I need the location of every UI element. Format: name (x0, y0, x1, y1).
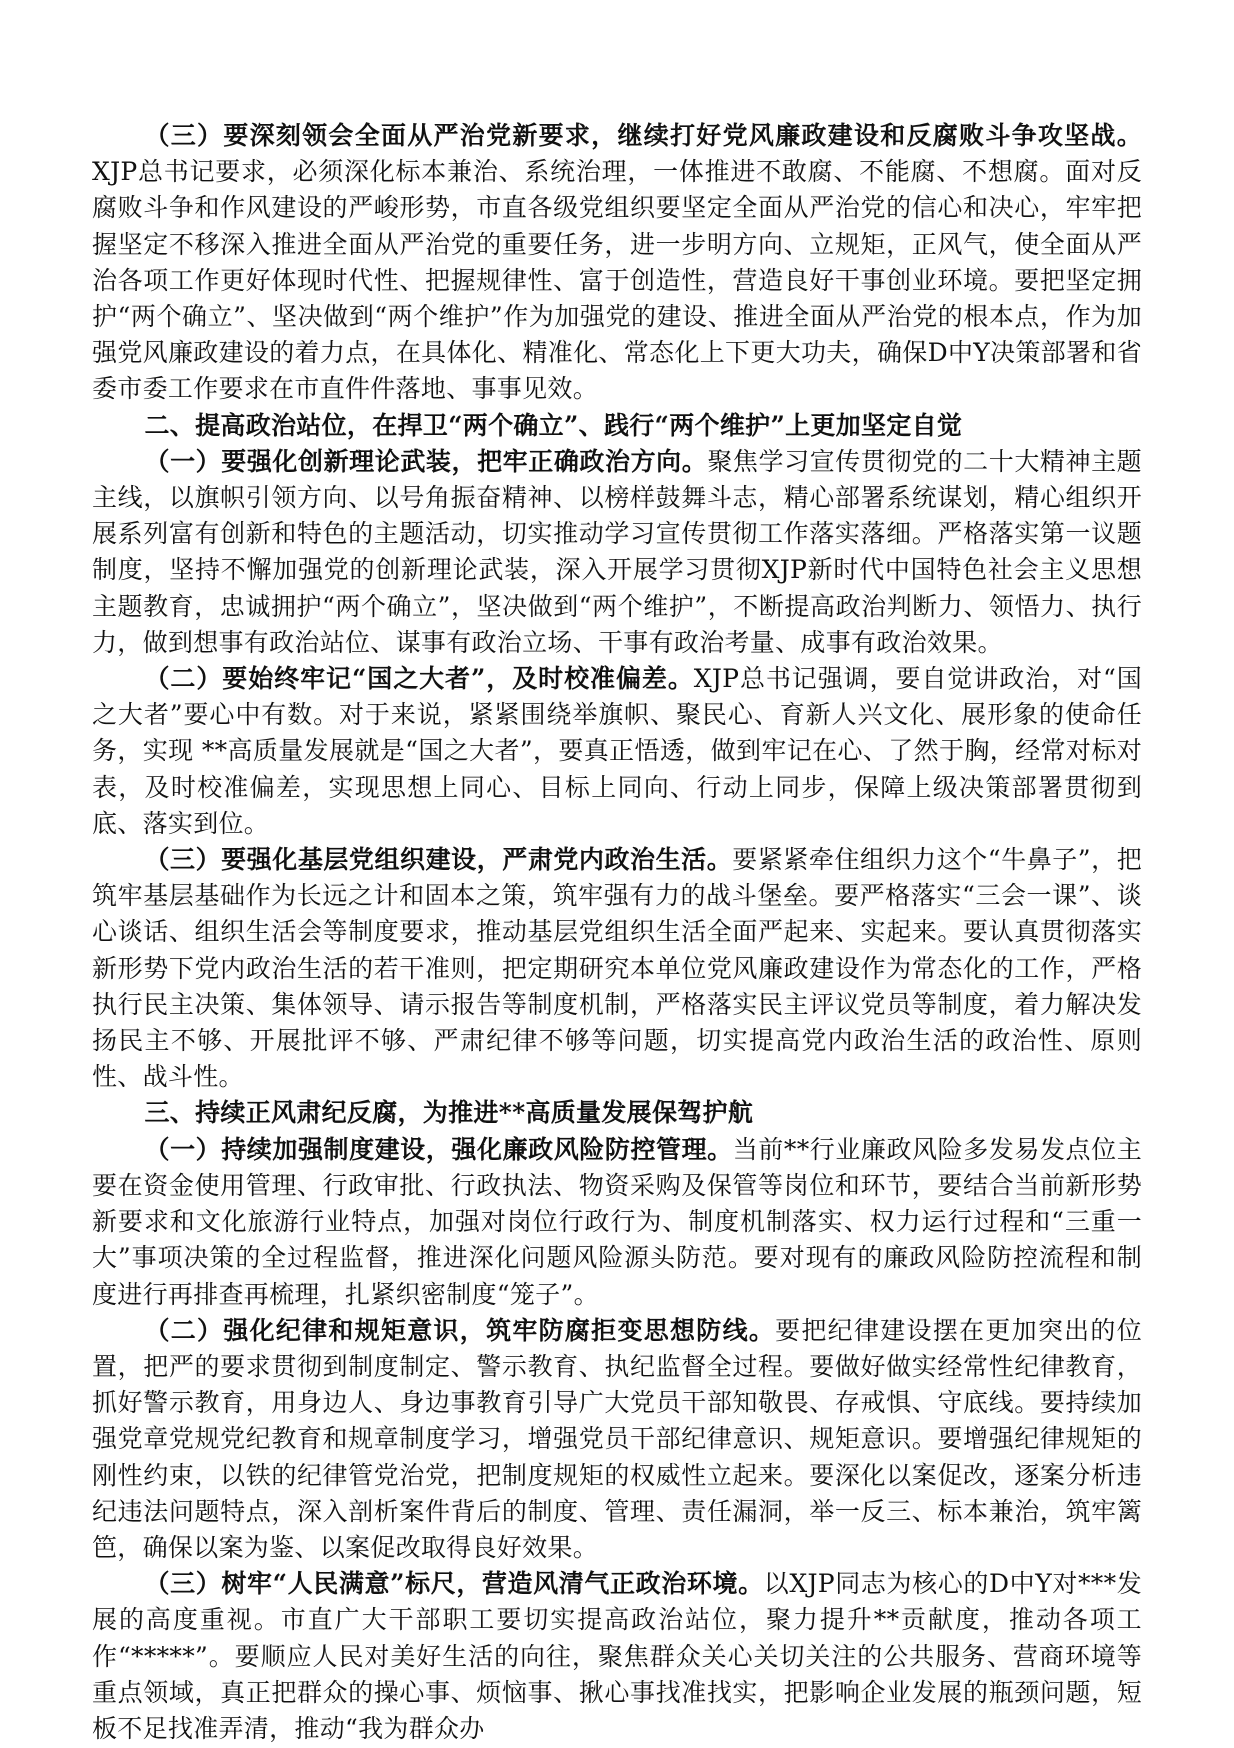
paragraph-body: 当前**行业廉政风险多发易发点位主要在资金使用管理、行政审批、行政执法、物资采购及保管等岗位和环节，要结合当前新形势新要求和文化旅游行业特点，加强对岗位行政行为、制度机制落实、权力运行过程和“三重一大”事项决策的全过程监督，推进深化问题风险源头防范。要对现有的廉政风险防控流程和制度进行再排查再梳理，扎紧织密制度“笼子”。 (92, 1134, 1142, 1309)
paragraph-body: 聚焦学习宣传贯彻党的二十大精神主题主线，以旗帜引领方向、以号角振奋精神、以榜样鼓舞斗志，精心部署系统谋划，精心组织开展系列富有创新和特色的主题活动，切实推动学习宣传贯彻工作落实落细。严格落实第一议题制度，坚持不懈加强党的创新理论武装，深入开展学习贯彻XJP新时代中国特色社会主义思想主题教育，忠诚拥护“两个确立”，坚决做到“两个维护”，不断提高政治判断力、领悟力、执行力，做到想事有政治站位、谋事有政治立场、干事有政治考量、成事有政治效果。 (92, 446, 1142, 657)
paragraph-system-building (92, 1132, 1142, 1313)
paragraph-lead: （三）树牢“人民满意”标尺，营造风清气正政治环境。 (144, 1569, 764, 1599)
paragraph-grassroots-organization (92, 842, 1142, 1095)
paragraph-national-priorities (92, 661, 1142, 842)
paragraph-body: XJP总书记要求，必须深化标本兼治、系统治理，一体推进不敢腐、不能腐、不想腐。面对反腐败斗争和作风建设的严峻形势，市直各级党组织要坚定全面从严治党的信心和决心，牢牢把握坚定不移深入推进全面从严治党的重要任务，进一步明方向、立规矩，正风气，使全面从严治各项工作更好体现时代性、把握规律性、富于创造性，营造良好干事创业环境。要把坚定拥护“两个确立”、坚决做到“两个维护”作为加强党的建设、推进全面从严治党的根本点，作为加强党风廉政建设的着力点，在具体化、精准化、常态化上下更大功夫，确保D中Y决策部署和省委市委工作要求在市直件件落地、事事见效。 (92, 157, 1142, 404)
section-heading-political-stance: 二、提高政治站位，在捍卫“两个确立”、践行“两个维护”上更加坚定自觉 (144, 410, 963, 440)
paragraph-lead: （一）持续加强制度建设，强化廉政风险防控管理。 (144, 1134, 733, 1164)
paragraph-lead: （二）要始终牢记“国之大者”，及时校准偏差。 (144, 664, 694, 694)
paragraph-deepen-strict-governance (92, 118, 1142, 408)
paragraph-body: XJP总书记强调，要自觉讲政治，对“国之大者”要心中有数。对于来说，紧紧围绕举旗帜、聚民心、育新人兴文化、展形象的使命任务，实现 **高质量发展就是“国之大者”，要真正悟透，做到牢记在心、了然于胸，经常对标对表，及时校准偏差，实现思想上同心、目标上同向、行动上同步，保障上级决策部署贯彻到底、落实到位。 (92, 664, 1142, 838)
paragraph-body: 以XJP同志为核心的D中Y对***发展的高度重视。市直广大干部职工要切实提高政治站位，聚力提升**贡献度，推动各项工作“*****”。要顺应人民对美好生活的向往，聚焦群众关心关切关注的公共服务、营商环境等重点领域，真正把群众的操心事、烦恼事、揪心事找准找实，把影响企业发展的瓶颈问题，短板不足找准弄清，推动“我为群众办 (92, 1569, 1142, 1743)
paragraph-lead: （二）强化纪律和规矩意识，筑牢防腐拒变思想防线。 (144, 1315, 776, 1345)
paragraph-theory-armament (92, 444, 1142, 661)
paragraph-lead: （三）要深刻领会全面从严治党新要求，继续打好党风廉政建设和反腐败斗争攻坚战。 (144, 121, 1142, 150)
paragraph-people-satisfaction (92, 1566, 1142, 1747)
section-heading-anti-corruption: 三、持续正风肃纪反腐，为推进**高质量发展保驾护航 (144, 1098, 754, 1128)
paragraph-lead: （一）要强化创新理论武装，把牢正确政治方向。 (144, 446, 708, 476)
paragraph-discipline-awareness (92, 1313, 1142, 1566)
paragraph-body: 要紧紧牵住组织力这个“牛鼻子”，把筑牢基层基础作为长远之计和固本之策，筑牢强有力的战斗堡垒。要严格落实“三会一课”、谈心谈话、组织生活会等制度要求，推动基层党组织生活全面严起来、实起来。要认真贯彻落实新形势下党内政治生活的若干准则，把定期研究本单位党风廉政建设作为常态化的工作，严格执行民主决策、集体领导、请示报告等制度机制，严格落实民主评议党员等制度，着力解决发扬民主不够、开展批评不够、严肃纪律不够等问题，切实提高党内政治生活的政治性、原则性、战斗性。 (92, 845, 1142, 1092)
paragraph-body: 要把纪律建设摆在更加突出的位置，把严的要求贯彻到制度制定、警示教育、执纪监督全过程。要做好做实经常性纪律教育，抓好警示教育，用身边人、身边事教育引导广大党员干部知敬畏、存戒惧、守底线。要持续加强党章党规党纪教育和规章制度学习，增强党员干部纪律意识、规矩意识。要增强纪律规矩的刚性约束，以铁的纪律管党治党，把制度规矩的权威性立起来。要深化以案促改，逐案分析违纪违法问题特点，深入剖析案件背后的制度、管理、责任漏洞，举一反三、标本兼治，筑牢篱笆，确保以案为鉴、以案促改取得良好效果。 (92, 1315, 1143, 1562)
paragraph-lead: （三）要强化基层党组织建设，严肃党内政治生活。 (144, 845, 733, 875)
